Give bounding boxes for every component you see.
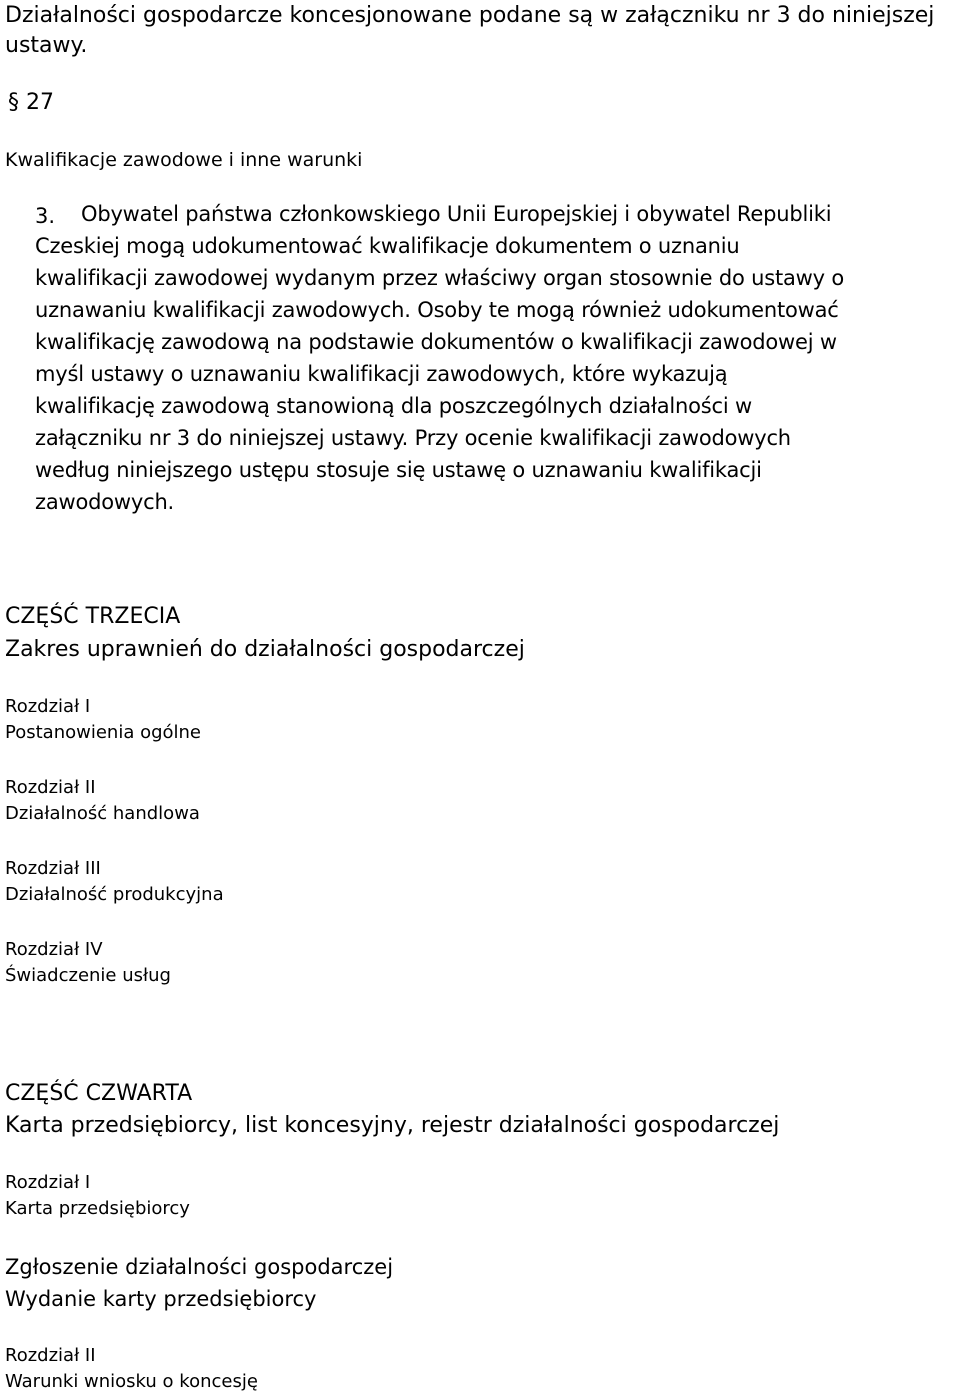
part3-chapter3-title: Działalność produkcyjna bbox=[5, 884, 224, 905]
intro-line-2: ustawy. bbox=[5, 33, 88, 58]
part3-chapter2-label: Rozdział II bbox=[5, 777, 96, 798]
part4-sub-line-1: Zgłoszenie działalności gospodarczej bbox=[5, 1255, 394, 1279]
part4-subtitle: Karta przedsiębiorcy, list koncesyjny, rejestr działalności gospodarczej bbox=[5, 1113, 780, 1138]
part3-chapter4-title: Świadczenie usług bbox=[5, 965, 171, 986]
section-mark: § 27 bbox=[8, 90, 54, 115]
part4-heading: CZĘŚĆ CZWARTA bbox=[5, 1081, 193, 1106]
part3-chapter3-label: Rozdział III bbox=[5, 858, 101, 879]
part3-chapter1-label: Rozdział I bbox=[5, 696, 91, 717]
point-line-8: załączniku nr 3 do niniejszej ustawy. Przy ocenie kwalifikacji zawodowych bbox=[35, 426, 791, 450]
part3-heading: CZĘŚĆ TRZECIA bbox=[5, 604, 181, 629]
part4-chapter2-label: Rozdział II bbox=[5, 1345, 96, 1366]
point-line-7: kwalifikację zawodową stanowioną dla poszczególnych działalności w bbox=[35, 394, 752, 418]
part3-chapter1-title: Postanowienia ogólne bbox=[5, 722, 202, 743]
part3-chapter4-label: Rozdział IV bbox=[5, 939, 103, 960]
point-line-3: kwalifikacji zawodowej wydanym przez właściwy organ stosownie do ustawy o bbox=[35, 266, 844, 290]
point-line-10: zawodowych. bbox=[35, 490, 175, 514]
part4-chapter1-title: Karta przedsiębiorcy bbox=[5, 1198, 190, 1219]
point-line-9: według niniejszego ustępu stosuje się ustawę o uznawaniu kwalifikacji bbox=[35, 458, 762, 482]
intro-line-1: Działalności gospodarcze koncesjonowane podane są w załączniku nr 3 do niniejszej bbox=[5, 3, 935, 28]
part4-chapter2-title: Warunki wniosku o koncesję bbox=[5, 1371, 258, 1392]
point-line-1: Obywatel państwa członkowskiego Unii Europejskiej i obywatel Republiki bbox=[81, 202, 832, 226]
part4-sub-line-2: Wydanie karty przedsiębiorcy bbox=[5, 1287, 317, 1311]
section-title: Kwalifikacje zawodowe i inne warunki bbox=[5, 149, 363, 171]
part3-chapter2-title: Działalność handlowa bbox=[5, 803, 200, 824]
point-number: 3. bbox=[35, 204, 56, 228]
point-line-4: uznawaniu kwalifikacji zawodowych. Osoby te mogą również udokumentować bbox=[35, 298, 839, 322]
part4-chapter1-label: Rozdział I bbox=[5, 1172, 91, 1193]
point-line-5: kwalifikację zawodową na podstawie dokumentów o kwalifikacji zawodowej w bbox=[35, 330, 837, 354]
point-line-2: Czeskiej mogą udokumentować kwalifikacje dokumentem o uznaniu bbox=[35, 234, 740, 258]
point-line-6: myśl ustawy o uznawaniu kwalifikacji zawodowych, które wykazują bbox=[35, 362, 728, 386]
part3-subtitle: Zakres uprawnień do działalności gospodarczej bbox=[5, 637, 525, 662]
